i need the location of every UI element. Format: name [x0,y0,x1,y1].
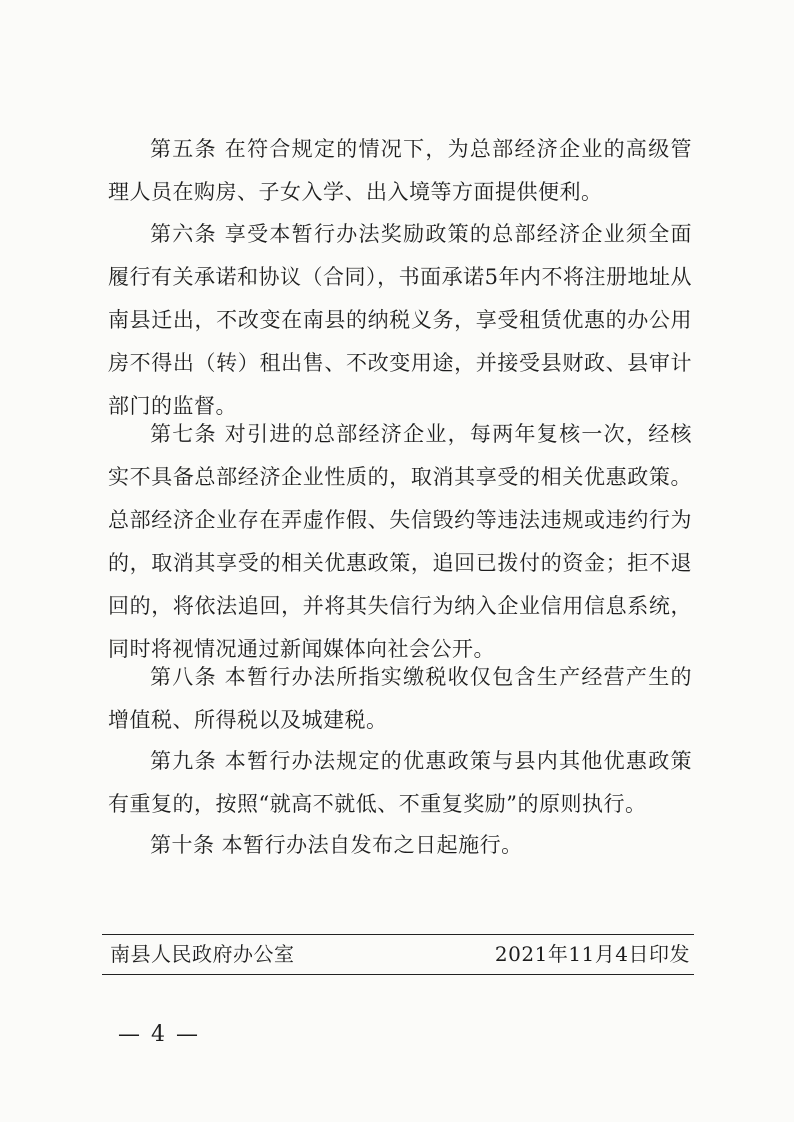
footer-bottom-rule [102,974,694,975]
page-number: — 4 — [118,1022,200,1047]
footer-top-rule [102,934,694,935]
issuing-office: 南县人民政府办公室 [110,942,295,966]
article-8: 第八条 本暂行办法所指实缴税收仅包含生产经营产生的增值税、所得税以及城建税。 [108,665,692,732]
issue-date: 2021年11月4日印发 [494,942,690,966]
article-10: 第十条 本暂行办法自发布之日起施行。 [150,833,523,857]
article-9: 第九条 本暂行办法规定的优惠政策与县内其他优惠政策有重复的，按照“就高不就低、不重复奖励”的原则执行。 [108,749,692,816]
article-6: 第六条 享受本暂行办法奖励政策的总部经济企业须全面履行有关承诺和协议（合同），书面承诺5年内不将注册地址从南县迁出，不改变在南县的纳税义务，享受租赁优惠的办公用房不得出（转）租出售、不改变用途，并接受县财政、县审计部门的监督。 [108,222,692,418]
article-7: 第七条 对引进的总部经济企业，每两年复核一次，经核实不具备总部经济企业性质的，取消其享受的相关优惠政策。总部经济企业存在弄虚作假、失信毁约等违法违规或违约行为的，取消其享受的相关优惠政策，追回已拨付的资金；拒不退回的，将依法追回，并将其失信行为纳入企业信用信息系统，同时将视情况通过新闻媒体向社会公开。 [108,422,692,661]
article-5: 第五条 在符合规定的情况下，为总部经济企业的高级管理人员在购房、子女入学、出入境等方面提供便利。 [108,137,692,204]
